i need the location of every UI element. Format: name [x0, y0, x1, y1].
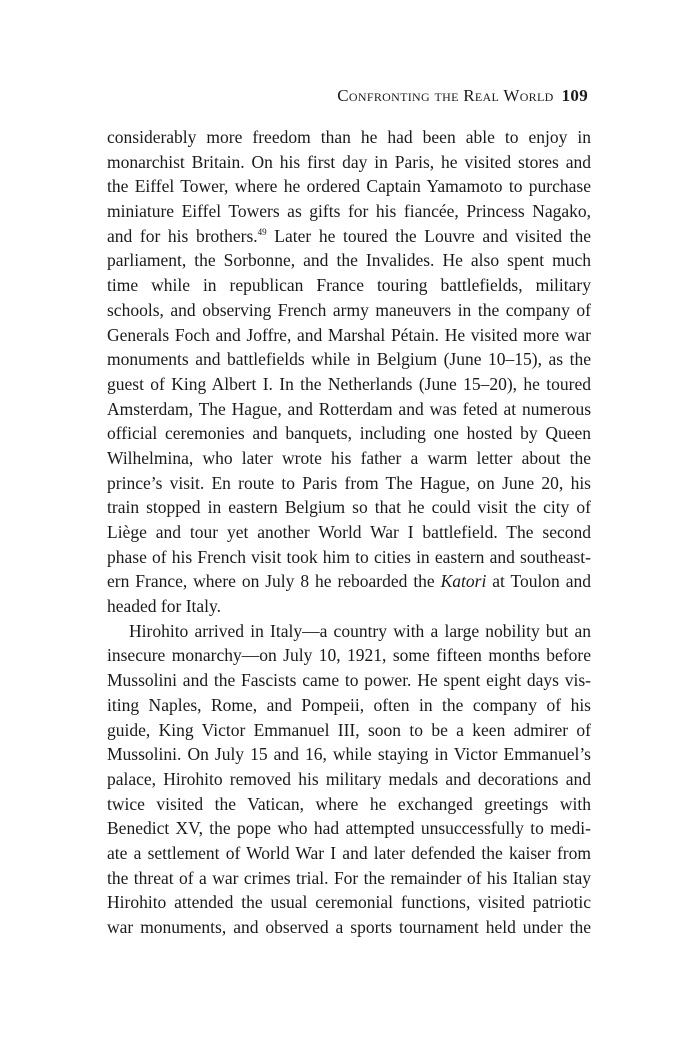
text-line-segment: ern France, where on July 8 he reboarded the — [107, 571, 441, 592]
text-line-segment: Later he toured the Louvre and visited the — [266, 225, 591, 246]
text-line: Liège and tour yet another World War I battlefield. The second — [107, 522, 591, 542]
text-line: considerably more freedom than he had been able to enjoy in — [107, 127, 591, 147]
running-title: Confronting the Real World — [337, 86, 554, 105]
text-line: palace, Hirohito removed his military medals and decorations and — [107, 768, 591, 789]
text-line: Amsterdam, The Hague, and Rotterdam and was feted at numerous — [107, 398, 591, 419]
text-line: monarchist Britain. On his first day in Paris, he visited stores and — [107, 151, 591, 172]
text-line: ate a settlement of World War I and later defended the kaiser from — [107, 842, 591, 863]
text-line: schools, and observing French army maneuvers in the company of — [107, 299, 591, 320]
text-line: Benedict XV, the pope who had attempted unsuccessfully to medi- — [107, 818, 591, 839]
text-line: Hirohito arrived in Italy—a country with a large nobility but an — [129, 620, 591, 641]
text-line: miniature Eiffel Towers as gifts for his fiancée, Princess Nagako, — [107, 201, 591, 222]
text-line: headed for Italy. — [107, 596, 222, 617]
ship-name: Katori — [440, 571, 487, 592]
text-line: war monuments, and observed a sports tournament held under the — [107, 917, 591, 937]
text-line: phase of his French visit took him to cities in eastern and southeast- — [107, 546, 591, 567]
body-text — [107, 125, 591, 940]
page-number: 109 — [561, 86, 588, 105]
text-line: parliament, the Sorbonne, and the Invalides. He also spent much — [107, 250, 591, 271]
footnote-reference: 49 — [257, 226, 267, 237]
text-line — [107, 569, 591, 594]
text-line — [107, 224, 591, 249]
text-line: twice visited the Vatican, where he exchanged greetings with — [107, 793, 591, 814]
text-line: Mussolini. On July 15 and 16, while staying in Victor Emmanuel’s — [107, 744, 591, 765]
text-line: Mussolini and the Fascists came to power. He spent eight days vis- — [107, 670, 591, 691]
text-line: insecure monarchy—on July 10, 1921, some fifteen months before — [107, 645, 591, 666]
text-line: Generals Foch and Joffre, and Marshal Pétain. He visited more war — [107, 324, 591, 345]
text-line: time while in republican France touring battlefields, military — [107, 275, 591, 296]
text-line: train stopped in eastern Belgium so that he could visit the city of — [107, 497, 591, 518]
text-line: Wilhelmina, who later wrote his father a warm letter about the — [107, 447, 591, 468]
text-line: the Eiffel Tower, where he ordered Captain Yamamoto to purchase — [107, 176, 591, 197]
text-line: prince’s visit. En route to Paris from The Hague, on June 20, his — [107, 472, 591, 493]
text-line: monuments and battlefields while in Belgium (June 10–15), as the — [107, 349, 591, 370]
text-line-segment: and for his brothers. — [107, 225, 258, 246]
text-line: the threat of a war crimes trial. For the remainder of his Italian stay — [107, 867, 591, 888]
text-line: iting Naples, Rome, and Pompeii, often in the company of his — [107, 694, 591, 715]
running-head — [337, 86, 588, 106]
text-line: official ceremonies and banquets, including one hosted by Queen — [107, 423, 591, 444]
text-line: guide, King Victor Emmanuel III, soon to be a keen admirer of — [107, 719, 591, 740]
text-line: guest of King Albert I. In the Netherlands (June 15–20), he toured — [107, 373, 591, 394]
text-line: Hirohito attended the usual ceremonial functions, visited patriotic — [107, 892, 591, 913]
text-line-segment: at Toulon and — [486, 571, 591, 592]
